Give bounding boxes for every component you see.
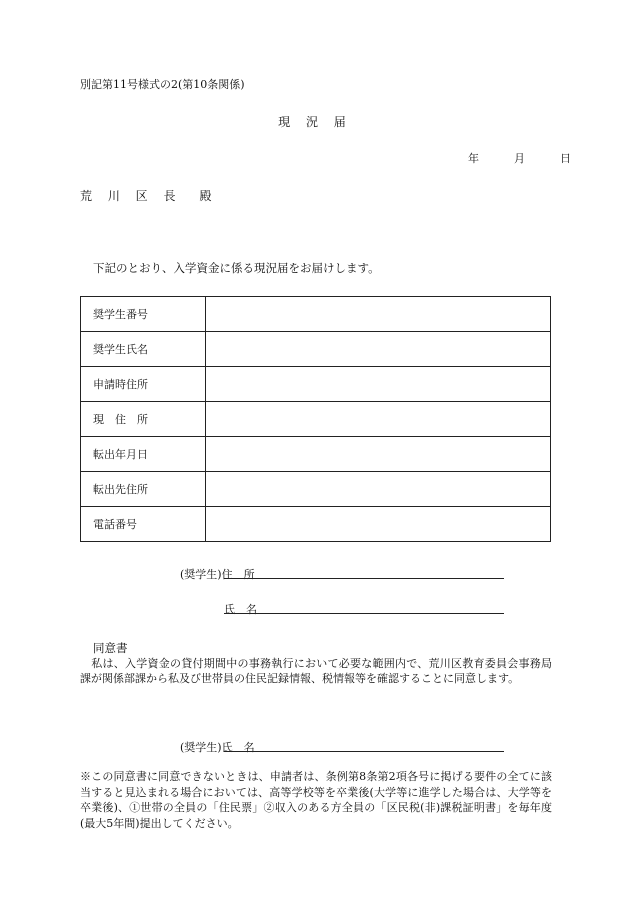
- signature-address-line[interactable]: [221, 562, 504, 581]
- signature-prefix: (奨学生): [180, 568, 222, 581]
- note-text: ※この同意書に同意できないときは、申請者は、条例第8条第2項各号に掲げる要件の全てに該当すると見込まれる場合においては、高等学校等を卒業後(大学等に進学した場合は、大学等を卒業後)、①世帯の全員の「住民票」②収入のある方全員の「区民税(非)課税証明書」を毎年度(最大5年間)提出してください。: [80, 770, 552, 830]
- consent-signature-line[interactable]: [221, 735, 504, 754]
- table-row: [81, 297, 551, 332]
- table-row: [81, 437, 551, 472]
- signature-name-label: 氏 名: [224, 603, 257, 616]
- signature-name-line[interactable]: [224, 597, 504, 614]
- current-address-field[interactable]: [206, 402, 551, 437]
- intro-text: 下記のとおり、入学資金に係る現況届をお届けします。: [93, 261, 380, 275]
- table-row: [81, 472, 551, 507]
- form-number: 別記第11号様式の2(第10条関係): [80, 78, 245, 91]
- moveout-date-field[interactable]: [206, 437, 551, 472]
- date-year-label: 年: [468, 152, 479, 165]
- row-label-moveout-address: 転出先住所: [81, 472, 206, 507]
- row-label-scholar-number: 奨学生番号: [81, 297, 206, 332]
- applicant-info-table: [80, 296, 551, 542]
- row-label-moveout-date: 転出年月日: [81, 437, 206, 472]
- table-row: [81, 402, 551, 437]
- date-month-label: 月: [514, 152, 525, 165]
- date-line: [468, 150, 571, 166]
- row-label-application-address: 申請時住所: [81, 367, 206, 402]
- date-day-label: 日: [560, 152, 571, 165]
- consent-signature-prefix: (奨学生): [180, 741, 222, 754]
- scholar-name-field[interactable]: [206, 332, 551, 367]
- consent-body: 私は、入学資金の貸付期間中の事務執行において必要な範囲内で、荒川区教育委員会事務局 課が関係部課から私及び世帯員の住民記録情報、税情報等を確認することに同意します。: [80, 657, 585, 685]
- moveout-address-field[interactable]: [206, 472, 551, 507]
- row-label-phone: 電話番号: [81, 507, 206, 542]
- scholar-number-field[interactable]: [206, 297, 551, 332]
- table-row: [81, 507, 551, 542]
- consent-name-label: 氏 名: [221, 741, 255, 754]
- addressee: 荒 川 区 長 殿: [80, 189, 218, 203]
- table-row: [81, 332, 551, 367]
- row-label-scholar-name: 奨学生氏名: [81, 332, 206, 367]
- application-address-field[interactable]: [206, 367, 551, 402]
- table-row: [81, 367, 551, 402]
- consent-heading: 同意書: [93, 641, 128, 655]
- row-label-current-address: 現 住 所: [81, 402, 206, 437]
- address-label: 住 所: [221, 568, 255, 581]
- document-title: 現 況 届: [278, 115, 352, 129]
- phone-field[interactable]: [206, 507, 551, 542]
